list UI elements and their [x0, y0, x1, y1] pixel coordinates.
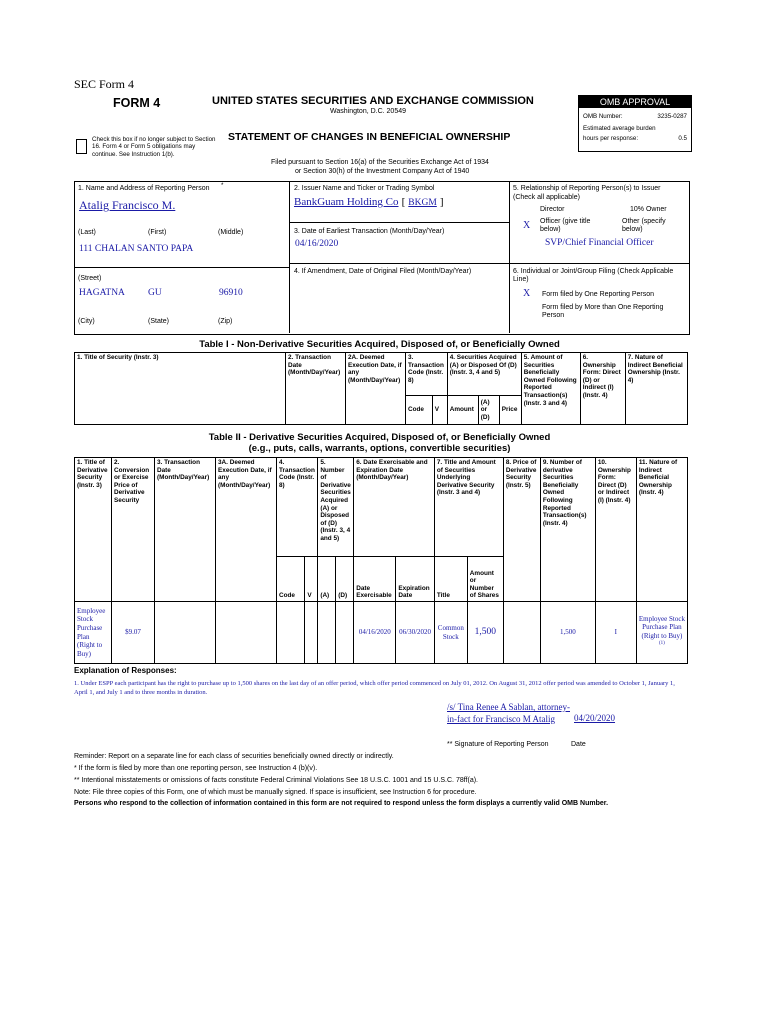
omb-hours-value: 0.5	[678, 135, 687, 142]
statement-title: STATEMENT OF CHANGES IN BENEFICIAL OWNERSHIP	[228, 131, 511, 143]
note-reminder: Reminder: Report on a separate line for each class of securities beneficially owned directly or indirectly.	[74, 753, 394, 760]
t1-col-securities: 4. Securities Acquired (A) or Disposed Of (D) (Instr. 3, 4 and 5)	[447, 353, 521, 396]
officer-mark[interactable]: X	[523, 220, 531, 231]
t2-a: (A)	[318, 557, 336, 602]
omb-number-value: 3235-0287	[657, 113, 687, 120]
t1-col-code: 3. Transaction Code (Instr. 8)	[406, 353, 448, 396]
note-misstatements: ** Intentional misstatements or omissions of facts constitute Federal Criminal Violations See 18 U.S.C. 1001 and 15 U.S.C. 78ff(a).	[74, 777, 478, 784]
t1-code: Code	[406, 396, 433, 425]
one-person-mark[interactable]: X	[523, 288, 531, 299]
t2-row-price: $9.07	[112, 602, 155, 664]
box4-label: 4. If Amendment, Date of Original Filed (Month/Day/Year)	[294, 268, 472, 275]
t2-title: Title	[434, 557, 467, 602]
filed-pursuant-1: Filed pursuant to Section 16(a) of the Securities Exchange Act of 1934	[271, 159, 489, 166]
table-row	[75, 602, 688, 664]
t1-col-deemed: 2A. Deemed Execution Date, if any (Month/Day/Year)	[346, 353, 406, 425]
city-value: HAGATNA	[79, 288, 125, 298]
middle-label: (Middle)	[218, 229, 244, 236]
zip-label: (Zip)	[218, 318, 233, 325]
footnote-ref[interactable]: (1)	[658, 641, 665, 647]
no-longer-subject-checkbox[interactable]	[76, 139, 87, 154]
other-label: Other (specify below)	[622, 218, 666, 234]
issuer-name[interactable]: BankGuam Holding Co	[294, 196, 399, 208]
t2-expiration: Expiration Date	[396, 557, 434, 602]
t1-col-ownership-form: 6. Ownership Form: Direct (D) or Indirect (I) (Instr. 4)	[580, 353, 625, 425]
note-copies: Note: File three copies of this Form, one of which must be manually signed. If space is insufficient, see Instruction 6 for procedure.	[74, 789, 477, 796]
one-person-label: Form filed by One Reporting Person	[542, 291, 655, 298]
note-omb: Persons who respond to the collection of information contained in this form are not required to respond unless the form displays a currently valid OMB Number.	[74, 800, 609, 807]
t2-amount-shares: Amount or Number of Shares	[467, 557, 503, 602]
t1-amount: Amount	[447, 396, 478, 425]
t2-row-underlying-title: Common Stock	[434, 602, 467, 664]
t2-col-underlying: 7. Title and Amount of Securities Underlying Derivative Security (Instr. 3 and 4)	[434, 458, 503, 557]
box3-label: 3. Date of Earliest Transaction (Month/Day/Year)	[294, 228, 445, 235]
t2-col-title: 1. Title of Derivative Security (Instr. 3)	[75, 458, 112, 602]
city-label: (City)	[78, 318, 95, 325]
table1-title: Table I - Non-Derivative Securities Acquired, Disposed of, or Beneficially Owned	[199, 339, 560, 350]
t2-col-deriv-price: 8. Price of Derivative Security (Instr. 5)	[503, 458, 540, 602]
doc-title: SEC Form 4	[74, 77, 135, 91]
omb-box	[578, 95, 692, 152]
note-multiple: * If the form is filed by more than one reporting person, see Instruction 4 (b)(v).	[74, 765, 318, 772]
t2-row-expiration: 06/30/2020	[396, 602, 434, 664]
t1-col-amount-owned: 5. Amount of Securities Beneficially Owned Following Reported Transaction(s) (Instr. 3 and 4)	[521, 353, 580, 425]
explanation-label: Explanation of Responses:	[74, 666, 177, 675]
form-label: FORM 4	[113, 96, 161, 110]
omb-hours-label: hours per response:	[583, 135, 639, 142]
commission-title: UNITED STATES SECURITIES AND EXCHANGE COMMISSION	[212, 95, 534, 107]
commission-city: Washington, D.C. 20549	[330, 108, 407, 115]
t2-col-exercisable: 6. Date Exercisable and Expiration Date (Month/Day/Year)	[354, 458, 435, 557]
t2-col-code: 4. Transaction Code (Instr. 8)	[277, 458, 318, 557]
signature-text: /s/ Tina Renee A Sablan, attorney-in-fact for Francisco M Atalig	[447, 702, 570, 724]
t2-col-form: 10. Ownership Form: Direct (D) or Indirect (I) (Instr. 4)	[595, 458, 636, 602]
t1-col-title: 1. Title of Security (Instr. 3)	[75, 353, 286, 425]
t2-row-nature-cell	[636, 602, 687, 664]
table1	[74, 352, 688, 425]
signature-date: 04/20/2020	[574, 713, 616, 723]
t2-row-title: Employee Stock Purchase Plan (Right to Buy)	[75, 602, 112, 664]
t2-code: Code	[277, 557, 305, 602]
reporting-person-name[interactable]: Atalig Francisco M.	[79, 198, 176, 212]
t2-row-date-exercisable: 04/16/2020	[354, 602, 396, 664]
earliest-transaction-date: 04/16/2020	[295, 239, 339, 249]
table2-title-1: Table II - Derivative Securities Acquired, Disposed of, or Beneficially Owned	[208, 432, 551, 443]
t2-date-exercisable: Date Exercisable	[354, 557, 396, 602]
t1-col-date: 2. Transaction Date (Month/Day/Year)	[286, 353, 346, 425]
t2-col-deemed: 3A. Deemed Execution Date, if any (Month/Day/Year)	[216, 458, 277, 602]
t2-col-nature: 11. Nature of Indirect Beneficial Ownership (Instr. 4)	[636, 458, 687, 602]
box5-sublabel: (Check all applicable)	[513, 194, 580, 201]
officer-label: Officer (give title below)	[540, 218, 591, 234]
box1-label: 1. Name and Address of Reporting Person	[78, 185, 210, 192]
issuer-ticker[interactable]: BKGM	[408, 198, 437, 208]
t1-price: Price	[499, 396, 521, 425]
officer-title: SVP/Chief Financial Officer	[545, 238, 654, 248]
state-value: GU	[148, 288, 162, 298]
ten-percent-owner-label: 10% Owner	[630, 206, 667, 213]
first-label: (First)	[148, 229, 167, 236]
t2-col-date: 3. Transaction Date (Month/Day/Year)	[155, 458, 216, 602]
table2-title-2: (e.g., puts, calls, warrants, options, convertible securities)	[248, 443, 511, 454]
t2-row-owned: 1,500	[540, 602, 595, 664]
t2-col-owned: 9. Number of derivative Securities Beneficially Owned Following Reported Transaction(s) (Instr. 4)	[540, 458, 595, 602]
omb-burden-label: Estimated average burden	[583, 125, 656, 132]
zip-value: 96910	[219, 288, 243, 298]
t2-row-shares: 1,500	[467, 602, 503, 664]
explanation-text: 1. Under ESPP each participant has the right to purchase up to 1,500 shares on the last day of an offer period, which offer period commenced on July 01, 2012. On August 31, 2012 offer period was amended to October 1, January 1, April 1, and July 1 and to three months in duration.	[74, 680, 675, 696]
state-label: (State)	[148, 318, 170, 325]
director-label: Director	[540, 206, 565, 213]
checkbox-note: Check this box if no longer subject to Section 16. Form 4 or Form 5 obligations may continue. See Instruction 1(b).	[92, 136, 216, 158]
box2-label: 2. Issuer Name and Ticker or Trading Symbol	[294, 185, 435, 192]
omb-number-label: OMB Number:	[583, 113, 623, 120]
street-label: (Street)	[78, 275, 102, 282]
table2	[74, 457, 688, 664]
last-label: (Last)	[78, 229, 96, 236]
more-persons-label: Form filed by More than One Reporting Person	[542, 304, 664, 320]
date-label: Date	[571, 741, 586, 748]
t2-v: V	[305, 557, 318, 602]
t2-row-form: I	[595, 602, 636, 664]
t2-col-number: 5. Number of Derivative Securities Acquired (A) or Disposed of (D) (Instr. 3, 4 and 5)	[318, 458, 354, 557]
box6-label: 6. Individual or Joint/Group Filing (Check Applicable Line)	[513, 268, 674, 284]
t2-col-price: 2. Conversion or Exercise Price of Derivative Security	[112, 458, 155, 602]
t1-col-nature: 7. Nature of Indirect Beneficial Ownership (Instr. 4)	[625, 353, 687, 425]
issuer-line: BankGuam Holding Co [ BKGM ]	[294, 196, 444, 208]
signature-label: ** Signature of Reporting Person	[447, 741, 549, 748]
t1-v: V	[432, 396, 447, 425]
box5-label: 5. Relationship of Reporting Person(s) to Issuer	[513, 185, 661, 192]
omb-title: OMB APPROVAL	[579, 96, 691, 108]
t2-row-nature: Employee Stock Purchase Plan (Right to Buy)	[638, 614, 685, 640]
street-value: 111 CHALAN SANTO PAPA	[79, 244, 194, 254]
t2-d: (D)	[336, 557, 354, 602]
filed-pursuant-2: or Section 30(h) of the Investment Company Act of 1940	[295, 168, 470, 175]
t1-a-or-d: (A) or (D)	[478, 396, 499, 425]
